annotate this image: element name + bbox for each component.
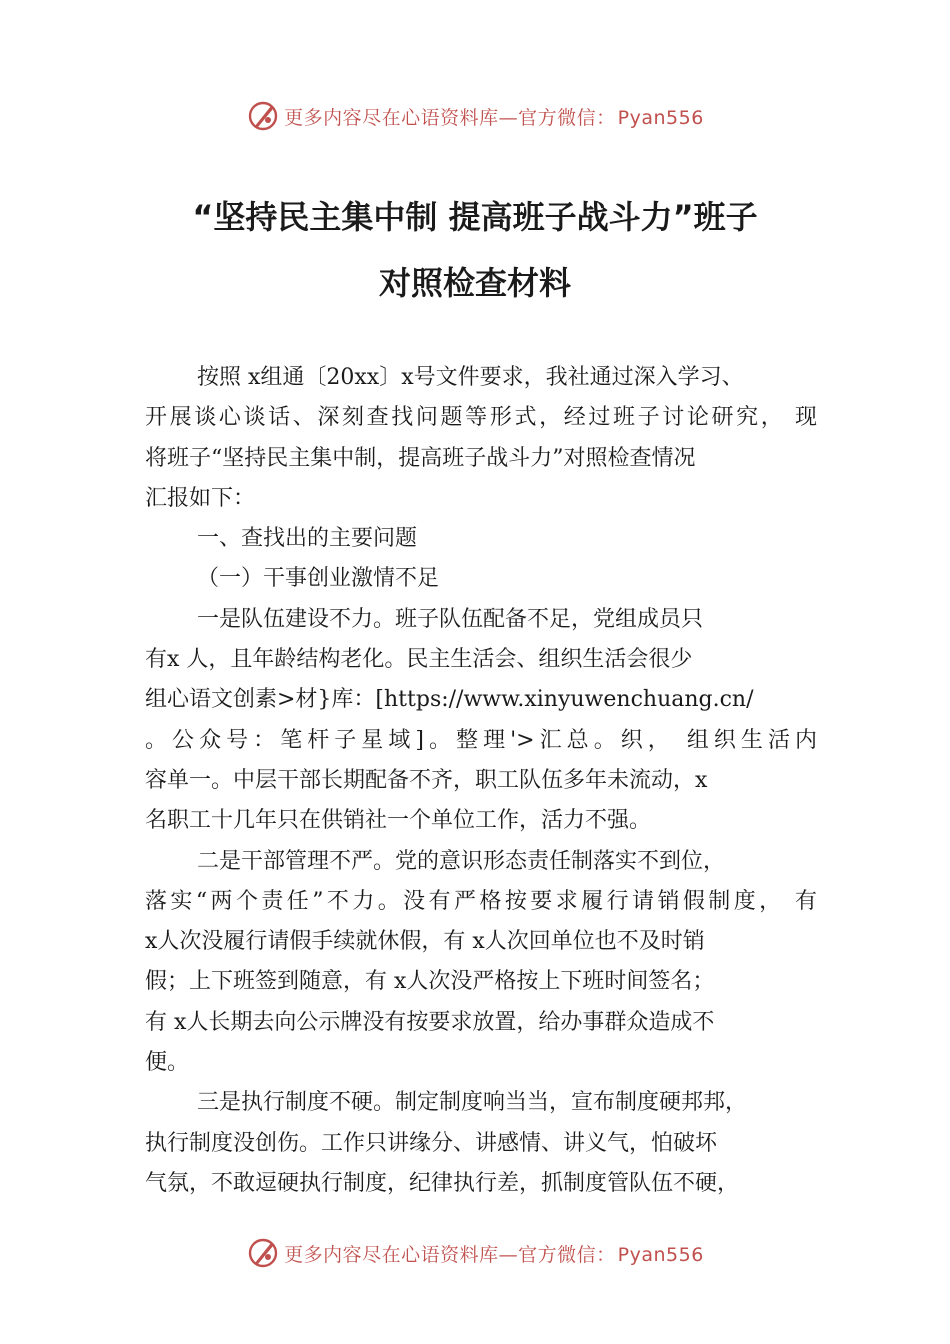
body-line: 名职工十几年只在供销社一个单位工作，活力不强。 bbox=[145, 808, 652, 834]
watermark-header bbox=[0, 96, 950, 136]
watermark-handle: Pyan556 bbox=[617, 1243, 704, 1266]
document-title-line-1: “坚持民主集中制 提高班子战斗力”班子 bbox=[192, 198, 758, 236]
body-line: 落实“两个责任”不力。没有严格按要求履行请销假制度， 有 bbox=[145, 888, 817, 914]
quill-logo-icon bbox=[246, 1236, 280, 1270]
body-line: 假；上下班签到随意，有 x人次没严格按上下班时间签名； bbox=[145, 969, 715, 995]
body-line: 将班子“坚持民主集中制，提高班子战斗力”对照检查情况 bbox=[145, 445, 696, 471]
watermark-label: 更多内容尽在心语资料库—官方微信： bbox=[284, 106, 616, 129]
document-body bbox=[145, 358, 817, 1204]
body-line: 二是干部管理不严。党的意识形态责任制落实不到位， bbox=[197, 848, 726, 874]
document-title-line-2: 对照检查材料 bbox=[378, 264, 571, 302]
body-line: 汇报如下： bbox=[145, 485, 256, 511]
body-line: 开展谈心谈话、深刻查找问题等形式，经过班子讨论研究， 现 bbox=[145, 405, 817, 431]
body-line: 气氛，不敢逗硬执行制度，纪律执行差，抓制度管队伍不硬， bbox=[145, 1170, 740, 1196]
body-line: x人次没履行请假手续就休假，有 x人次回单位也不及时销 bbox=[145, 929, 705, 955]
body-line: 便。 bbox=[145, 1050, 190, 1076]
section-heading: 一、查找出的主要问题 bbox=[197, 526, 418, 552]
watermark-label: 更多内容尽在心语资料库—官方微信： bbox=[284, 1243, 616, 1266]
watermark-text bbox=[284, 103, 704, 130]
body-line: 执行制度没创伤。工作只讲缘分、讲感情、讲义气，怕破坏 bbox=[145, 1130, 718, 1156]
body-line: 。公众号：笔杆子星域]。整理'>汇总。织， 组织生活内 bbox=[145, 727, 817, 753]
body-line: 有x 人，且年龄结构老化。民主生活会、组织生活会很少 bbox=[145, 647, 693, 673]
body-line: 按照 x组通〔20xx〕x号文件要求，我社通过深入学习、 bbox=[197, 365, 744, 390]
watermark-handle: Pyan556 bbox=[617, 106, 704, 129]
watermark-footer bbox=[0, 1233, 950, 1273]
body-line: 三是执行制度不硬。制定制度响当当，宣布制度硬邦邦， bbox=[197, 1090, 748, 1116]
subsection-heading: （一）干事创业激情不足 bbox=[197, 566, 440, 592]
watermark-text bbox=[284, 1240, 704, 1267]
body-line: 有 x人长期去向公示牌没有按要求放置，给办事群众造成不 bbox=[145, 1009, 715, 1035]
body-line: 一是队伍建设不力。班子队伍配备不足，党组成员只 bbox=[197, 606, 704, 632]
body-line: 容单一。中层干部长期配备不齐，职工队伍多年未流动，x bbox=[145, 767, 708, 793]
body-line: 组心语文创素>材}库：[https://www.xinyuwenchuang.cn/ bbox=[145, 687, 754, 713]
quill-logo-icon bbox=[246, 99, 280, 133]
